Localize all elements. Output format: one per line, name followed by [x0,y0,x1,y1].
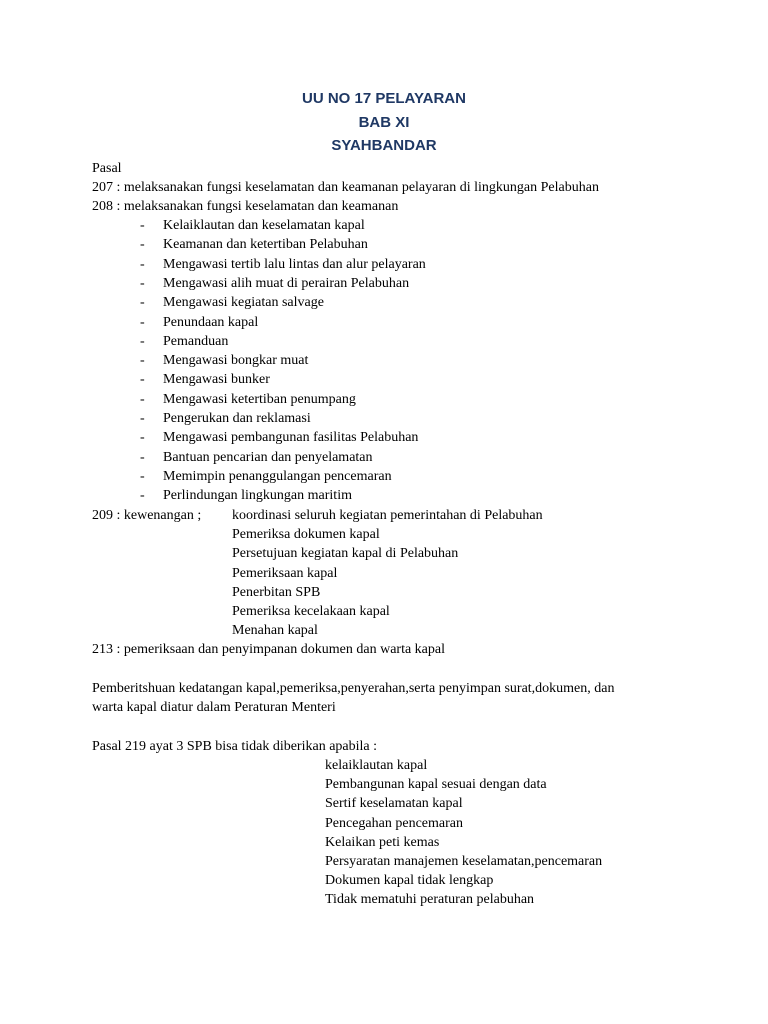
list-item: Dokumen kapal tidak lengkap [325,873,494,889]
list-item: koordinasi seluruh kegiatan pemerintahan di Pelabuhan [232,508,543,523]
list-item: Perlindungan lingkungan maritim [163,488,352,504]
list-item: Pemeriksa kecelakaan kapal [232,604,390,619]
list-item: Pencegahan pencemaran [325,815,463,831]
list-item: Pemeriksaan kapal [232,565,338,581]
list-item: Pembangunan kapal sesuai dengan data [325,777,547,793]
document-title: UU NO 17 PELAYARAN [302,90,466,107]
list-item: Kelaikan peti kemas [325,834,440,850]
list-bullet-dash: - [140,449,145,465]
list-bullet-dash: - [140,430,145,446]
list-item: Pemeriksa dokumen kapal [232,527,380,543]
list-item: Kelaiklautan dan keselamatan kapal [163,218,365,233]
list-item: Sertif keselamatan kapal [325,796,463,812]
list-bullet-dash: - [140,411,145,426]
list-bullet-dash: - [140,237,145,253]
list-bullet-dash: - [140,372,145,388]
list-item: Keamanan dan ketertiban Pelabuhan [163,237,368,253]
list-item: Mengawasi pembangunan fasilitas Pelabuhan [163,430,419,446]
list-item: Mengawasi kegiatan salvage [163,295,324,311]
article-219: Pasal 219 ayat 3 SPB bisa tidak diberikan apabila : [92,739,378,754]
list-item: Penundaan kapal [163,314,259,330]
list-item: Menahan kapal [232,623,318,639]
list-bullet-dash: - [140,353,145,369]
list-item: kelaiklautan kapal [325,758,428,773]
list-item: Persetujuan kegiatan kapal di Pelabuhan [232,546,459,562]
article-209-label: 209 : kewenangan ; [92,508,202,523]
list-bullet-dash: - [140,488,145,504]
list-bullet-dash: - [140,218,145,233]
paragraph-line-1: Pemberitshuan kedatangan kapal,pemeriksa,penyerahan,serta penyimpan surat,dokumen, dan [92,681,615,696]
list-item: Mengawasi ketertiban penumpang [163,391,356,407]
paragraph-line-2: warta kapal diatur dalam Peraturan Menteri [92,700,336,715]
subject-heading: SYAHBANDAR [331,137,437,154]
list-item: Penerbitan SPB [232,584,321,600]
list-bullet-dash: - [140,333,145,349]
list-bullet-dash: - [140,295,145,311]
list-bullet-dash: - [140,468,145,484]
article-207: 207 : melaksanakan fungsi keselamatan dan keamanan pelayaran di lingkungan Pelabuhan [92,180,599,195]
list-item: Mengawasi alih muat di perairan Pelabuhan [163,275,410,291]
list-bullet-dash: - [140,391,145,407]
article-208: 208 : melaksanakan fungsi keselamatan dan keamanan [92,199,399,214]
list-bullet-dash: - [140,314,145,330]
list-item: Bantuan pencarian dan penyelamatan [163,449,373,465]
list-item: Pengerukan dan reklamasi [163,411,311,426]
list-bullet-dash: - [140,275,145,291]
list-item: Pemanduan [163,333,229,349]
list-item: Mengawasi bunker [163,372,270,388]
chapter-heading: BAB XI [358,114,410,131]
pasal-label: Pasal [92,161,122,176]
list-item: Memimpin penanggulangan pencemaran [163,468,392,484]
list-item: Mengawasi tertib lalu lintas dan alur pelayaran [163,256,426,272]
list-item: Persyaratan manajemen keselamatan,pencemaran [325,854,603,869]
article-213: 213 : pemeriksaan dan penyimpanan dokumen dan warta kapal [92,642,445,657]
list-item: Mengawasi bongkar muat [163,353,309,369]
list-item: Tidak mematuhi peraturan pelabuhan [325,892,535,908]
list-bullet-dash: - [140,256,145,272]
